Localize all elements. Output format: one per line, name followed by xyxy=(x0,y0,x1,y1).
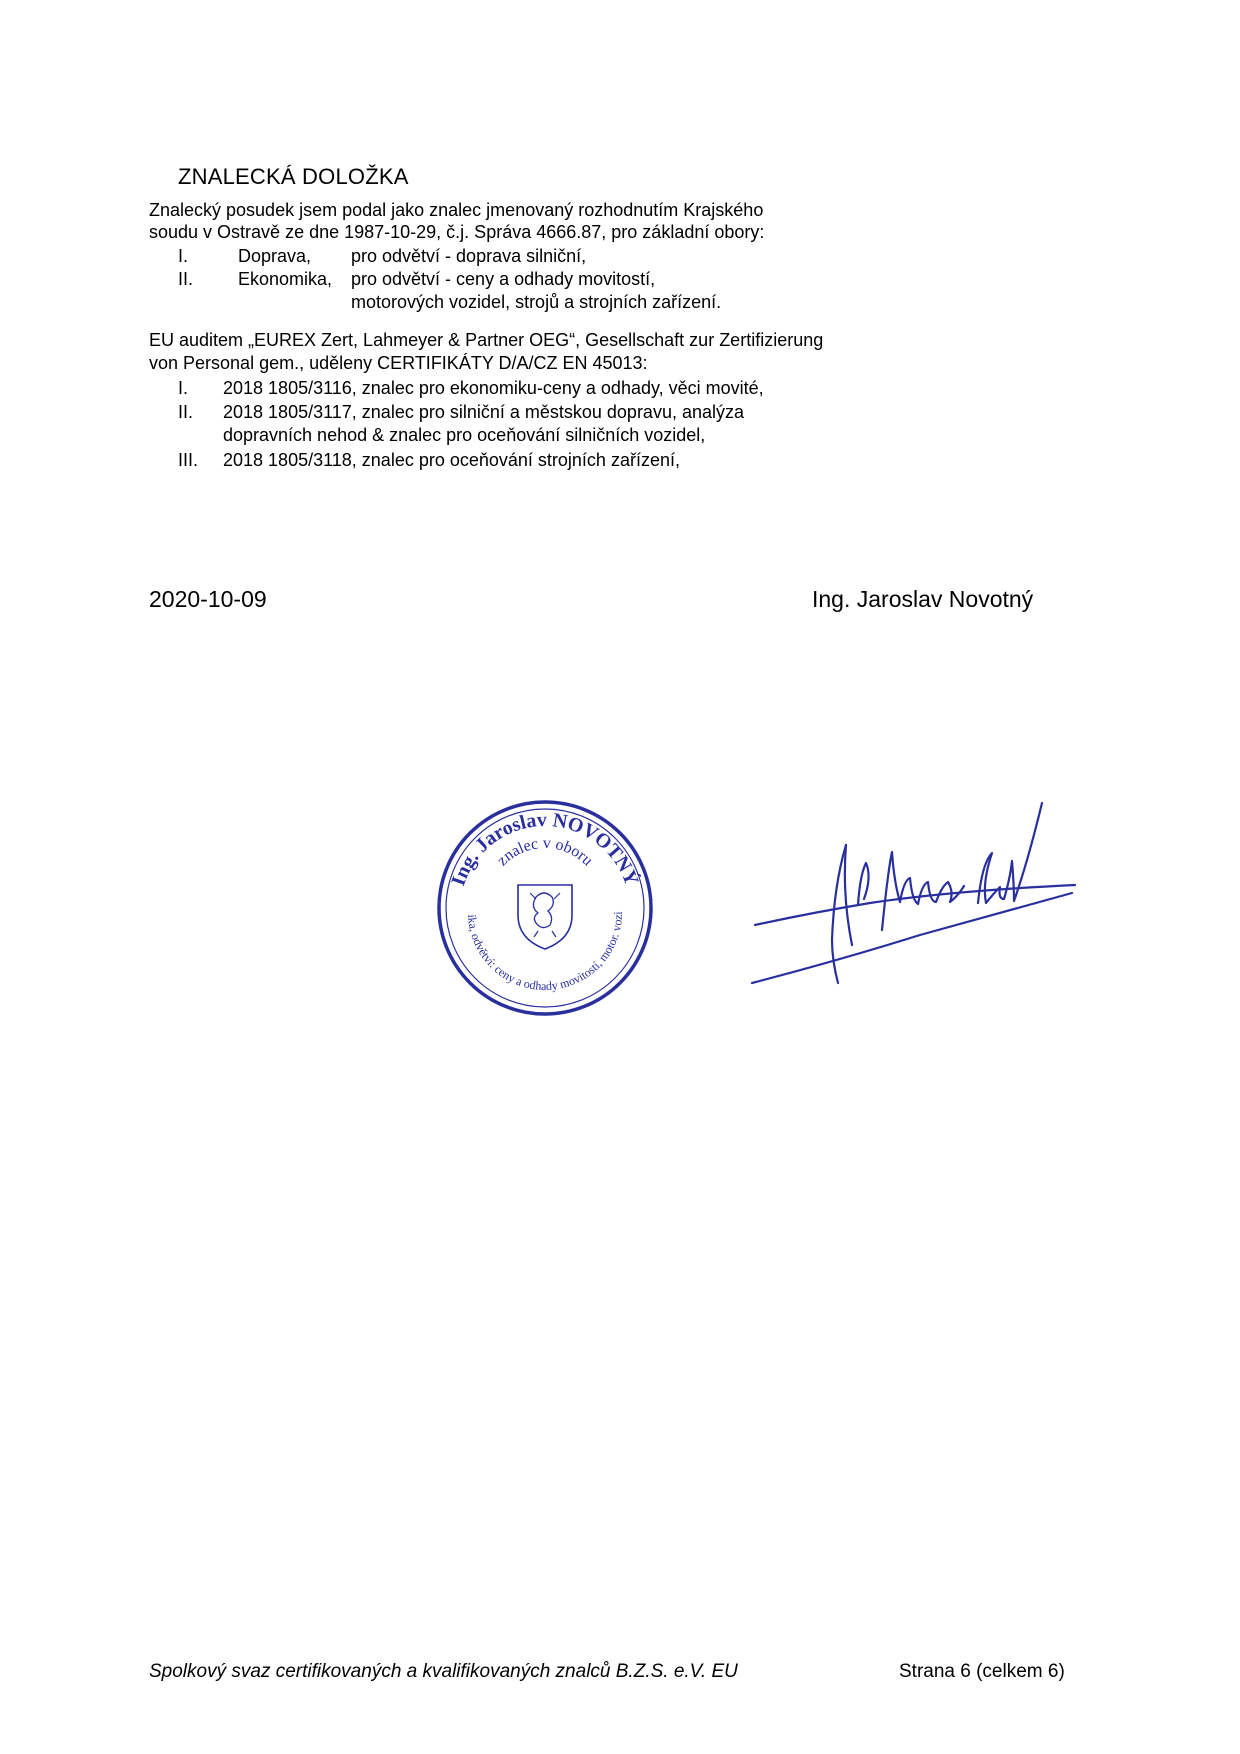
certificate-number: II. xyxy=(178,402,194,422)
handwritten-signature xyxy=(750,785,1080,1000)
certificate-number: III. xyxy=(178,450,199,470)
signer-name: Ing. Jaroslav Novotný xyxy=(812,586,1034,612)
clause-intro-line-1: Znalecký posudek jsem podal jako znalec jmenovaný rozhodnutím Krajského xyxy=(149,200,764,220)
coat-of-arms-icon xyxy=(518,885,572,949)
footer-association: Spolkový svaz certifikovaných a kvalifikovaných znalců B.Z.S. e.V. EU xyxy=(149,1661,738,1682)
field-number: I. xyxy=(178,246,189,266)
field-detail: pro odvětví - ceny a odhady movitostí, xyxy=(351,269,656,289)
stamp-inner-text: znalec v oboru xyxy=(493,834,597,870)
certificate-text: 2018 1805/3118, znalec pro oceňování strojních zařízení, xyxy=(223,450,680,470)
stamp-outer-text: Ing. Jaroslav NOVOTNÝ xyxy=(447,808,643,889)
svg-text:znalec v oboru xyxy=(494,835,596,869)
clause-intro-line-2: soudu v Ostravě ze dne 1987-10-29, č.j. Správa 4666.87, pro základní obory: xyxy=(149,222,765,242)
field-number: II. xyxy=(178,269,194,289)
stamp-ring-text: ika, odvětví: ceny a odhady movitostí, motor. vozi xyxy=(465,911,626,994)
certificate-text: 2018 1805/3117, znalec pro silniční a městskou dopravu, analýza xyxy=(223,402,744,422)
official-stamp xyxy=(430,793,660,1028)
certificate-number: I. xyxy=(178,378,189,398)
footer-page-number: Strana 6 (celkem 6) xyxy=(899,1661,1065,1682)
signoff-date: 2020-10-09 xyxy=(149,586,267,612)
field-name: Ekonomika, xyxy=(238,269,333,289)
field-name: Doprava, xyxy=(238,246,312,266)
clause-title: ZNALECKÁ DOLOŽKA xyxy=(178,164,409,189)
field-detail-continued: motorových vozidel, strojů a strojních zařízení. xyxy=(351,292,722,312)
field-detail: pro odvětví - doprava silniční, xyxy=(351,246,587,266)
certificate-text-continued: dopravních nehod & znalec pro oceňování silničních vozidel, xyxy=(223,425,706,445)
audit-line-2: von Personal gem., uděleny CERTIFIKÁTY D/A/CZ EN 45013: xyxy=(149,353,648,373)
audit-line-1: EU auditem „EUREX Zert, Lahmeyer & Partner OEG“, Gesellschaft zur Zertifizierung xyxy=(149,330,824,350)
certificate-text: 2018 1805/3116, znalec pro ekonomiku-ceny a odhady, věci movité, xyxy=(223,378,764,398)
